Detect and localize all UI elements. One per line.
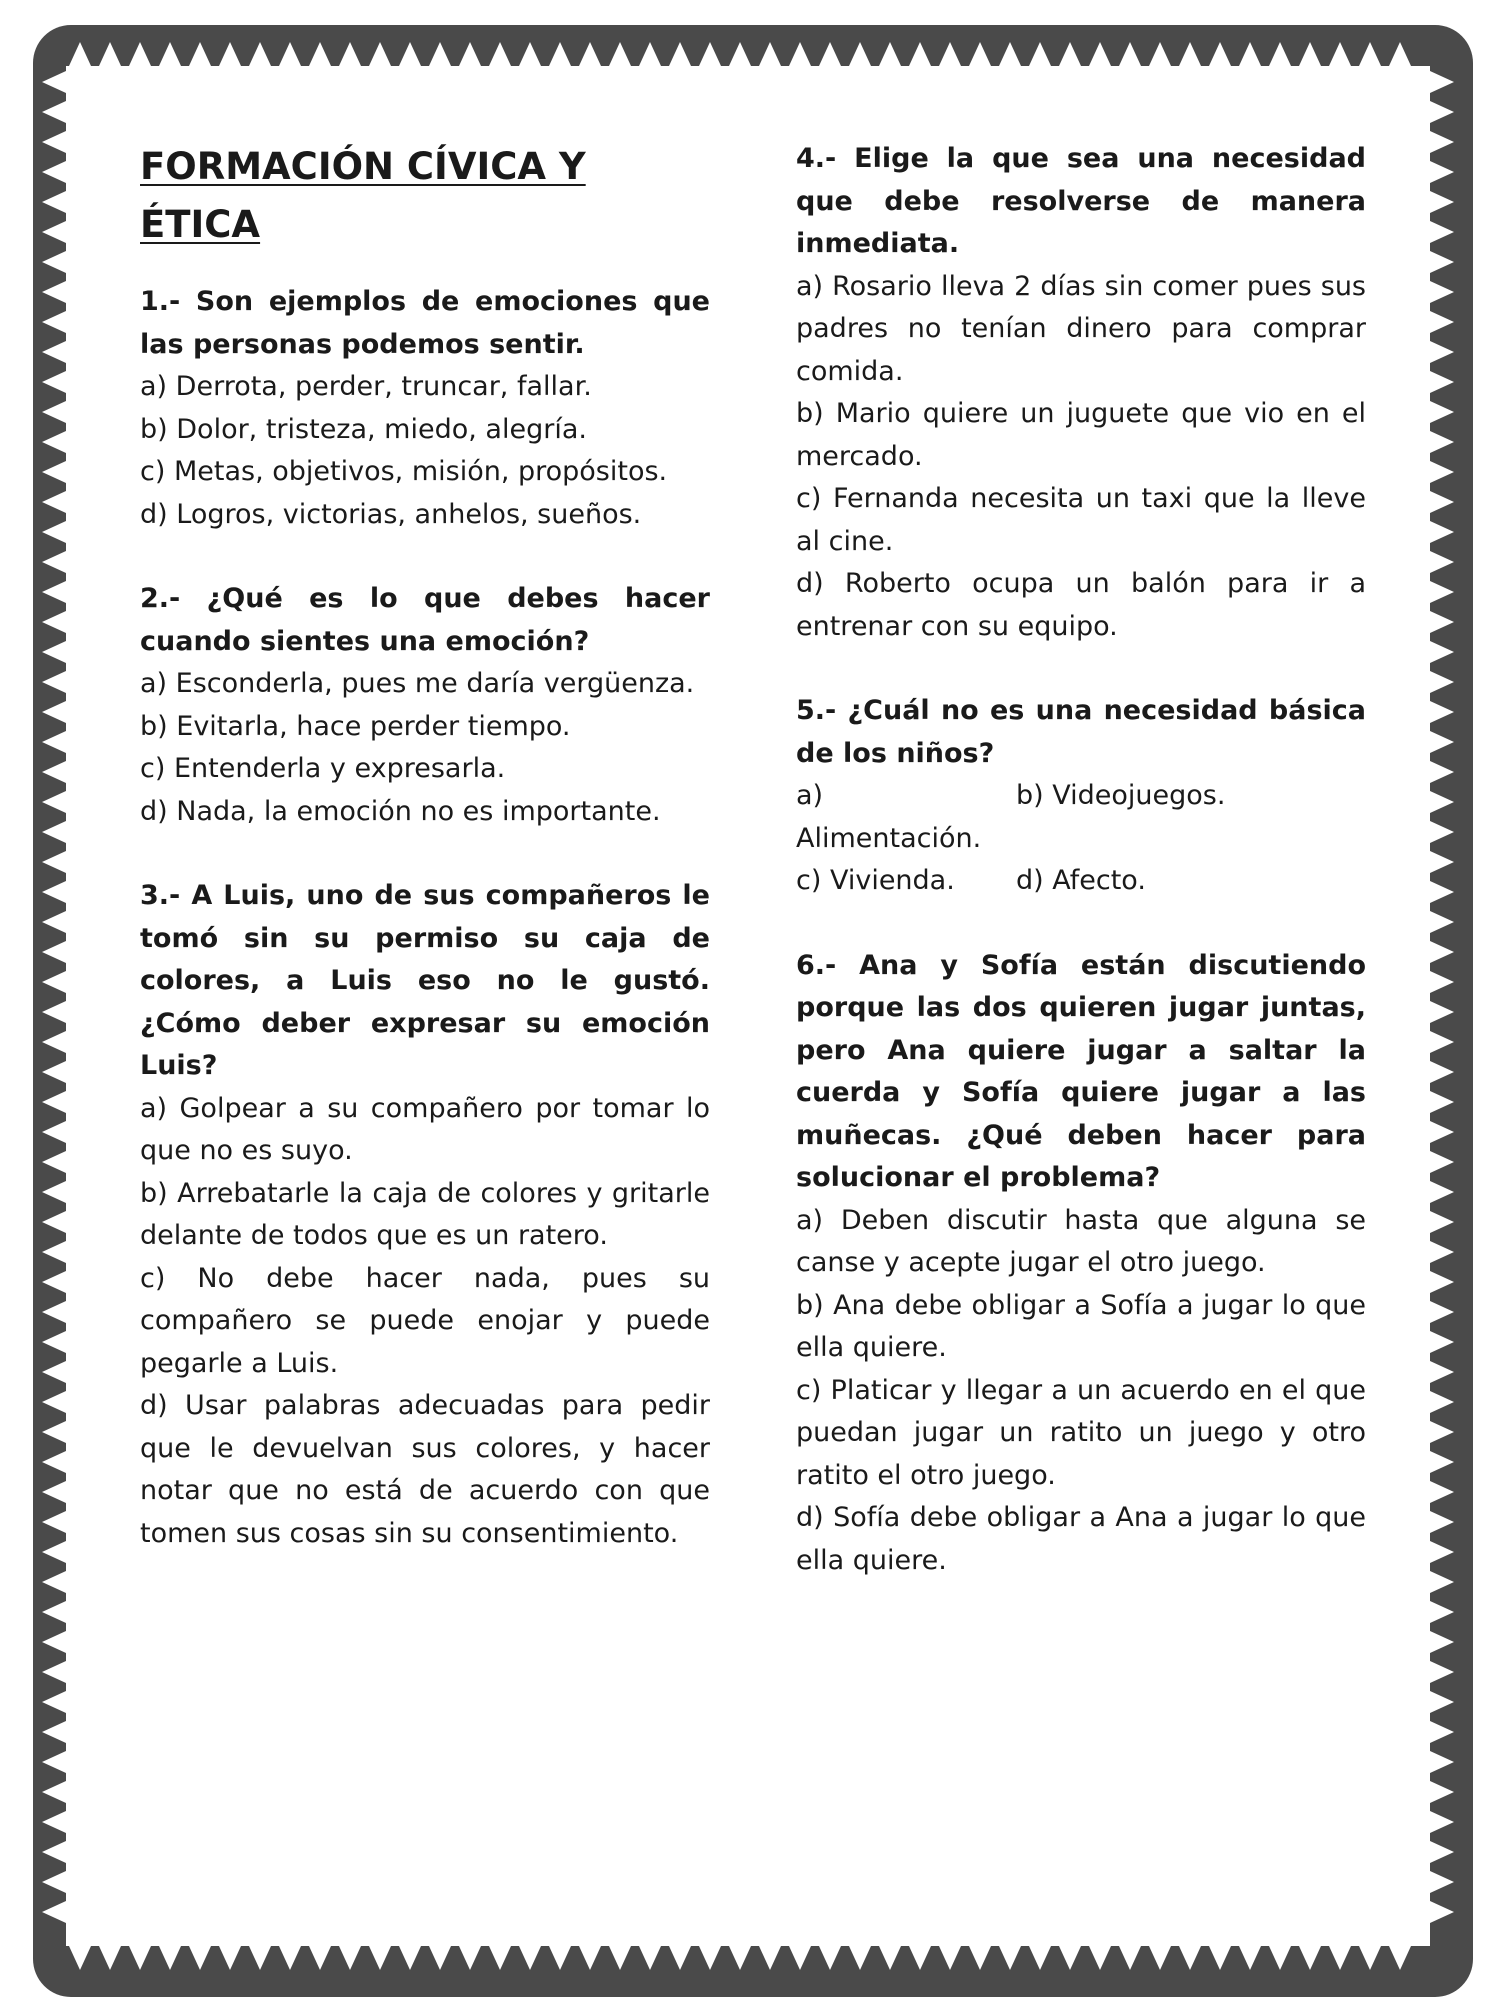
answer-option: d) Sofía debe obligar a Ana a jugar lo que ella quiere. xyxy=(796,1502,1366,1576)
question-5 xyxy=(796,690,1366,903)
answer-option: c) No debe hacer nada, pues su compañero se puede enojar y puede pegarle a Luis. xyxy=(140,1262,710,1379)
answer-option: d) Logros, victorias, anhelos, sueños. xyxy=(140,498,642,530)
answer-option: a) Deben discutir hasta que alguna se canse y acepte jugar el otro juego. xyxy=(796,1204,1366,1278)
question-text: 4.- Elige la que sea una necesidad que debe resolverse de manera inmediata. xyxy=(796,143,1366,259)
answer-option: c) Entenderla y expresarla. xyxy=(140,753,506,784)
answer-option: d) Nada, la emoción no es importante. xyxy=(140,795,661,827)
answer-option: d) Usar palabras adecuadas para pedir que le devuelvan sus colores, y hacer notar que no está de acuerdo con que tomen sus cosas sin su consentimiento. xyxy=(140,1390,710,1549)
answer-option: c) Vivienda. xyxy=(796,865,955,896)
question-3 xyxy=(140,875,710,1555)
answer-option: a) Derrota, perder, truncar, fallar. xyxy=(140,371,592,402)
right-column xyxy=(796,138,1366,1624)
answer-option: d) Roberto ocupa un balón para ir a entrenar con su equipo. xyxy=(796,568,1366,642)
answer-option: b) Mario quiere un juguete que vio en el mercado. xyxy=(796,398,1366,472)
page-title: FORMACIÓN CÍVICA Y ÉTICA xyxy=(140,145,586,246)
answer-option: b) Videojuegos. xyxy=(1016,780,1226,811)
question-text: 2.- ¿Qué es lo que debes hacer cuando sientes una emoción? xyxy=(140,583,710,657)
answer-option: b) Dolor, tristeza, miedo, alegría. xyxy=(140,413,587,445)
answer-option: d) Afecto. xyxy=(1016,865,1146,896)
answer-option: c) Metas, objetivos, misión, propósitos. xyxy=(140,456,668,487)
answer-option: a) Rosario lleva 2 días sin comer pues sus padres no tenían dinero para comprar comida. xyxy=(796,270,1366,387)
answer-option: b) Ana debe obligar a Sofía a jugar lo que ella quiere. xyxy=(796,1289,1366,1363)
question-text: 5.- ¿Cuál no es una necesidad básica de los niños? xyxy=(796,695,1366,769)
question-6 xyxy=(796,945,1366,1583)
answer-option: c) Fernanda necesita un taxi que la lleve al cine. xyxy=(796,483,1366,557)
question-text: 6.- Ana y Sofía están discutiendo porque las dos quieren jugar juntas, pero Ana quiere jugar a saltar la cuerda y Sofía quiere jugar a las muñecas. ¿Qué deben hacer para solucionar el problema? xyxy=(796,949,1366,1193)
answer-option: b) Arrebatarle la caja de colores y gritarle delante de todos que es un ratero. xyxy=(140,1177,710,1251)
question-text: 3.- A Luis, uno de sus compañeros le tomó sin su permiso su caja de colores, a Luis eso no le gustó. ¿Cómo deber expresar su emoción Luis? xyxy=(140,880,710,1081)
answer-grid xyxy=(796,775,1366,903)
question-4 xyxy=(796,138,1366,648)
left-column xyxy=(140,138,710,1597)
question-text: 1.- Son ejemplos de emociones que las personas podemos sentir. xyxy=(140,286,710,360)
question-2 xyxy=(140,578,710,833)
answer-option: b) Evitarla, hace perder tiempo. xyxy=(140,710,571,742)
answer-option: a) Alimentación. xyxy=(796,780,982,854)
answer-option: c) Platicar y llegar a un acuerdo en el que puedan jugar un ratito un juego y otro ratito el otro juego. xyxy=(796,1374,1366,1491)
answer-option: a) Golpear a su compañero por tomar lo que no es suyo. xyxy=(140,1092,710,1166)
answer-option: a) Esconderla, pues me daría vergüenza. xyxy=(140,668,695,699)
question-1 xyxy=(140,281,710,536)
